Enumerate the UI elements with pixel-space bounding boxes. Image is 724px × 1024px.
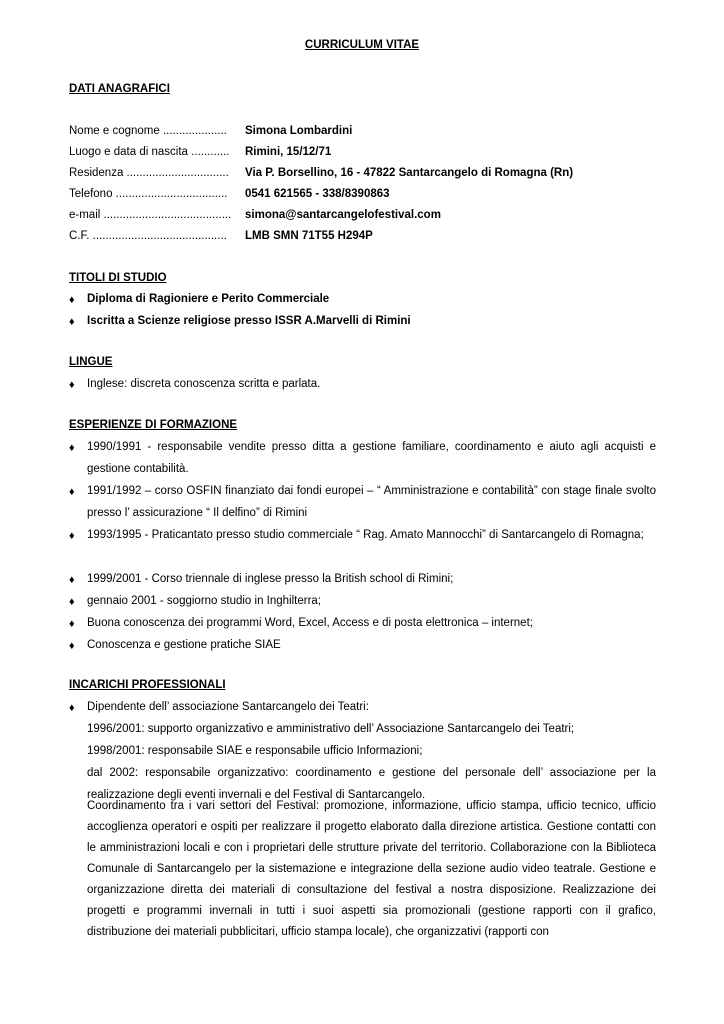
info-value: Simona Lombardini (245, 125, 353, 137)
bullet-icon: ♦ (69, 442, 75, 454)
bullet-icon: ♦ (69, 294, 75, 306)
info-label: Luogo e data di nascita ............ (69, 146, 230, 158)
section-heading-studio: TITOLI DI STUDIO (69, 272, 167, 284)
bullet-icon: ♦ (69, 702, 75, 714)
bullet-icon: ♦ (69, 618, 75, 630)
section-heading-lingue: LINGUE (69, 356, 113, 368)
list-item: 1991/1992 – corso OSFIN finanziato dai fondi europei – “ Amministrazione e contabilità” con stage finale svolto presso l’ assicurazione “ Il delfino” di Rimini (87, 485, 656, 519)
info-value: 0541 621565 - 338/8390863 (245, 188, 390, 200)
list-item: Conoscenza e gestione pratiche SIAE (87, 639, 281, 651)
bullet-icon: ♦ (69, 596, 75, 608)
info-row-phone (69, 187, 390, 201)
info-label: Telefono ................................... (69, 188, 228, 200)
bullet-icon: ♦ (69, 486, 75, 498)
job-line: dal 2002: responsabile organizzativo: coordinamento e gestione del personale dell’ associazione per la realizzazione degli eventi invernali e del Festival di Santarcangelo. (87, 767, 656, 801)
list-item: gennaio 2001 - soggiorno studio in Inghilterra; (87, 595, 321, 607)
bullet-icon: ♦ (69, 530, 75, 542)
bullet-icon: ♦ (69, 379, 75, 391)
info-row-residence (69, 166, 573, 180)
list-item: Inglese: discreta conoscenza scritta e parlata. (87, 378, 321, 390)
info-value: Rimini, 15/12/71 (245, 146, 332, 158)
section-heading-anagrafici: DATI ANAGRAFICI (69, 83, 170, 95)
info-row-birth (69, 145, 331, 159)
bullet-icon: ♦ (69, 574, 75, 586)
info-label: Residenza ................................ (69, 167, 229, 179)
info-row-email (69, 208, 441, 222)
info-value: simona@santarcangelofestival.com (245, 209, 441, 221)
list-item: Buona conoscenza dei programmi Word, Excel, Access e di posta elettronica – internet; (87, 617, 533, 629)
job-line: 1996/2001: supporto organizzativo e amministrativo dell’ Associazione Santarcangelo dei Teatri; (87, 723, 575, 735)
info-label: e-mail ........................................ (69, 209, 232, 221)
job-intro: Dipendente dell’ associazione Santarcangelo dei Teatri: (87, 701, 369, 713)
list-item: 1990/1991 - responsabile vendite presso ditta a gestione familiare, coordinamento e aiuto agli acquisti e gestione contabilità. (87, 441, 656, 475)
section-heading-incarichi: INCARICHI PROFESSIONALI (69, 679, 226, 691)
bullet-icon: ♦ (69, 316, 75, 328)
info-label: Nome e cognome .................... (69, 125, 227, 137)
document-title: CURRICULUM VITAE (304, 39, 420, 51)
section-heading-formazione: ESPERIENZE DI FORMAZIONE (69, 419, 238, 431)
list-item: 1999/2001 - Corso triennale di inglese presso la British school di Rimini; (87, 573, 454, 585)
bullet-icon: ♦ (69, 640, 75, 652)
info-row-name (69, 124, 352, 138)
list-item: Diploma di Ragioniere e Perito Commerciale (87, 293, 330, 305)
info-row-fiscal-code (69, 229, 373, 243)
list-item: 1993/1995 - Praticantato presso studio commerciale “ Rag. Amato Mannocchi” di Santarcangelo di Romagna; (87, 529, 644, 541)
job-line: 1998/2001: responsabile SIAE e responsabile ufficio Informazioni; (87, 745, 423, 757)
info-value: LMB SMN 71T55 H294P (245, 230, 373, 242)
list-item: Iscritta a Scienze religiose presso ISSR A.Marvelli di Rimini (87, 315, 411, 327)
info-value: Via P. Borsellino, 16 - 47822 Santarcangelo di Romagna (Rn) (245, 167, 574, 179)
info-label: C.F. .......................................... (69, 230, 227, 242)
job-description: Coordinamento tra i vari settori del Festival: promozione, informazione, ufficio stampa, ufficio tecnico, ufficio accoglienza operatori e ospiti per realizzare il progetto elaborato dalla direzione artistica. Gestione contatti con le amministrazioni locali e con i proprietari delle strutture private del territorio. Collaborazione con la Biblioteca Comunale di Santarcangelo per la sistemazione e integrazione della sezione audio video teatrale. Gestione e organizzazione diretta dei materiali di consultazione del festival a nostra disposizione. Realizzazione dei progetti e programmi invernali in tutti i suoi aspetti sia promozionali (gestione rapporti con il grafico, distribuzione dei materiali pubblicitari, ufficio stampa locale), che organizzativi (rapporti con (87, 800, 656, 938)
